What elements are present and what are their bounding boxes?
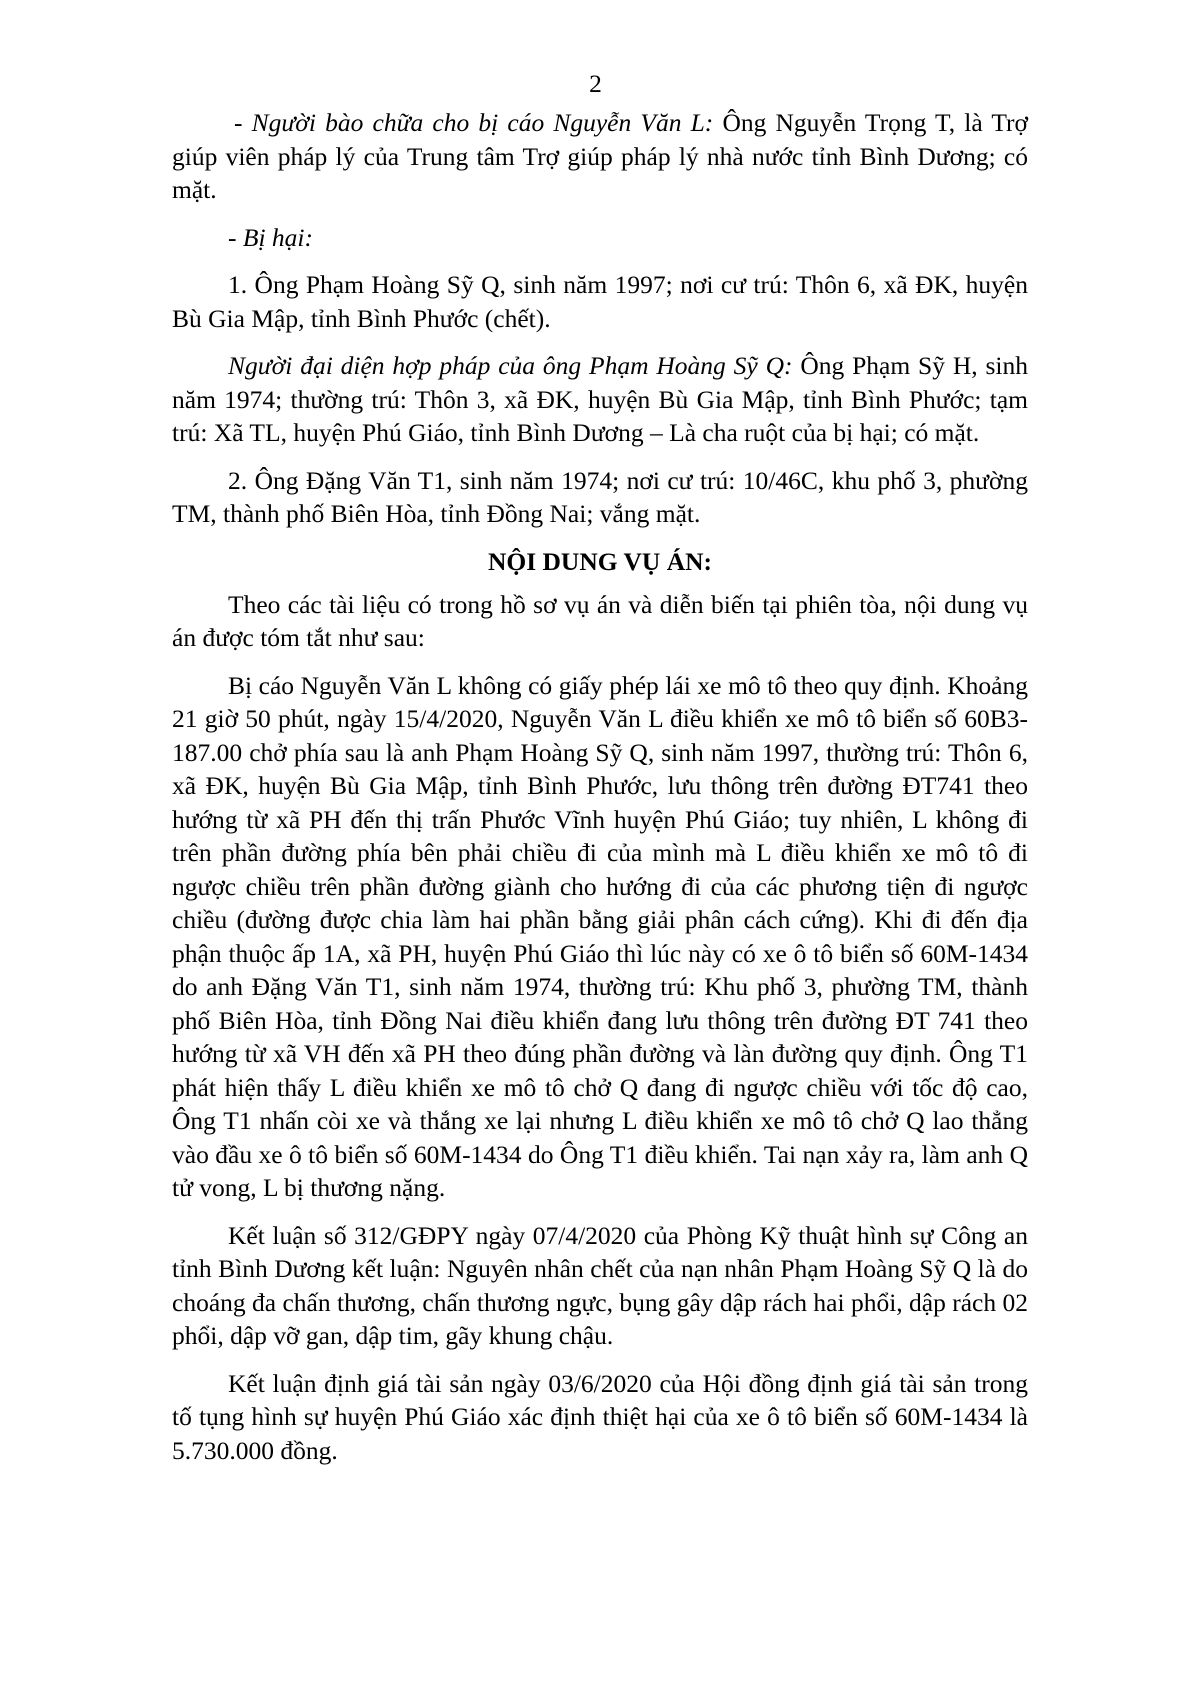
representative-label: Người đại diện hợp pháp của ông Phạm Hoàng Sỹ Q: (228, 351, 793, 380)
summary-intro-paragraph: Theo các tài liệu có trong hồ sơ vụ án và diễn biến tại phiên tòa, nội dung vụ án được tóm tắt như sau: (172, 589, 1028, 652)
page-number: 2 (589, 69, 602, 98)
victims-label: - Bị hại: (228, 222, 313, 252)
forensic-paragraph: Kết luận số 312/GĐPY ngày 07/4/2020 của Phòng Kỹ thuật hình sự Công an tỉnh Bình Dương kết luận: Nguyên nhân chết của nạn nhân Phạm Hoàng Sỹ Q là do choáng đa chấn thương, chấn thương ngực, bụng gây dập rách hai phổi, dập rách 02 phổi, dập vỡ gan, dập tim, gãy khung chậu. (172, 1220, 1028, 1350)
defender-label: - Người bào chữa cho bị cáo Nguyễn Văn L: (234, 108, 714, 137)
victims-label-paragraph (172, 221, 1028, 255)
defender-text: Ông Nguyễn Trọng T, là Trợ giúp viên pháp lý của Trung tâm Trợ giúp pháp lý nhà nước tỉnh Bình Dương; có mặt. (172, 108, 1028, 204)
representative-paragraph (172, 349, 1028, 450)
document-body (172, 106, 1028, 1467)
section-heading: NỘI DUNG VỤ ÁN: (487, 546, 713, 576)
defender-paragraph (172, 106, 1028, 207)
representative-text: Ông Phạm Sỹ H, sinh năm 1974; thường trú: Thôn 3, xã ĐK, huyện Bù Gia Mập, tỉnh Bình Phước; tạm trú: Xã TL, huyện Phú Giáo, tỉnh Bình Dương – Là cha ruột của bị hại; có mặt. (172, 351, 1028, 447)
victim1-paragraph: 1. Ông Phạm Hoàng Sỹ Q, sinh năm 1997; nơi cư trú: Thôn 6, xã ĐK, huyện Bù Gia Mập, tỉnh Bình Phước (chết). (172, 270, 1028, 333)
facts-paragraph: Bị cáo Nguyễn Văn L không có giấy phép lái xe mô tô theo quy định. Khoảng 21 giờ 50 phút, ngày 15/4/2020, Nguyễn Văn L điều khiển xe mô tô biển số 60B3-187.00 chở phía sau là anh Phạm Hoàng Sỹ Q, sinh năm 1997, thường trú: Thôn 6, xã ĐK, huyện Bù Gia Mập, tỉnh Bình Phước, lưu thông trên đường ĐT741 theo hướng từ xã PH đến thị trấn Phước Vĩnh huyện Phú Giáo; tuy nhiên, L không đi trên phần đường phía bên phải chiều đi của mình mà L điều khiển xe mô tô đi ngược chiều trên phần đường giành cho hướng đi của các phương tiện đi ngược chiều (đường được chia làm hai phần bằng giải phân cách cứng). Khi đi đến địa phận thuộc ấp 1A, xã PH, huyện Phú Giáo thì lúc này có xe ô tô biển số 60M-1434 do anh Đặng Văn T1, sinh năm 1974, thường trú: Khu phố 3, phường TM, thành phố Biên Hòa, tỉnh Đồng Nai điều khiển đang lưu thông trên đường ĐT 741 theo hướng từ xã VH đến xã PH theo đúng phần đường và làn đường quy định. Ông T1 phát hiện thấy L điều khiển xe mô tô chở Q đang đi ngược chiều với tốc độ cao, Ông T1 nhấn còi xe và thắng xe lại nhưng L điều khiển xe mô tô chở Q lao thẳng vào đầu xe ô tô biển số 60M-1434 do Ông T1 điều khiển. Tai nạn xảy ra, làm anh Q tử vong, L bị thương nặng. (172, 670, 1028, 1202)
valuation-paragraph: Kết luận định giá tài sản ngày 03/6/2020 của Hội đồng định giá tài sản trong tố tụng hình sự huyện Phú Giáo xác định thiệt hại của xe ô tô biển số 60M-1434 là 5.730.000 đồng. (172, 1368, 1028, 1465)
victim2-paragraph: 2. Ông Đặng Văn T1, sinh năm 1974; nơi cư trú: 10/46C, khu phố 3, phường TM, thành phố Biên Hòa, tỉnh Đồng Nai; vắng mặt. (172, 465, 1028, 528)
